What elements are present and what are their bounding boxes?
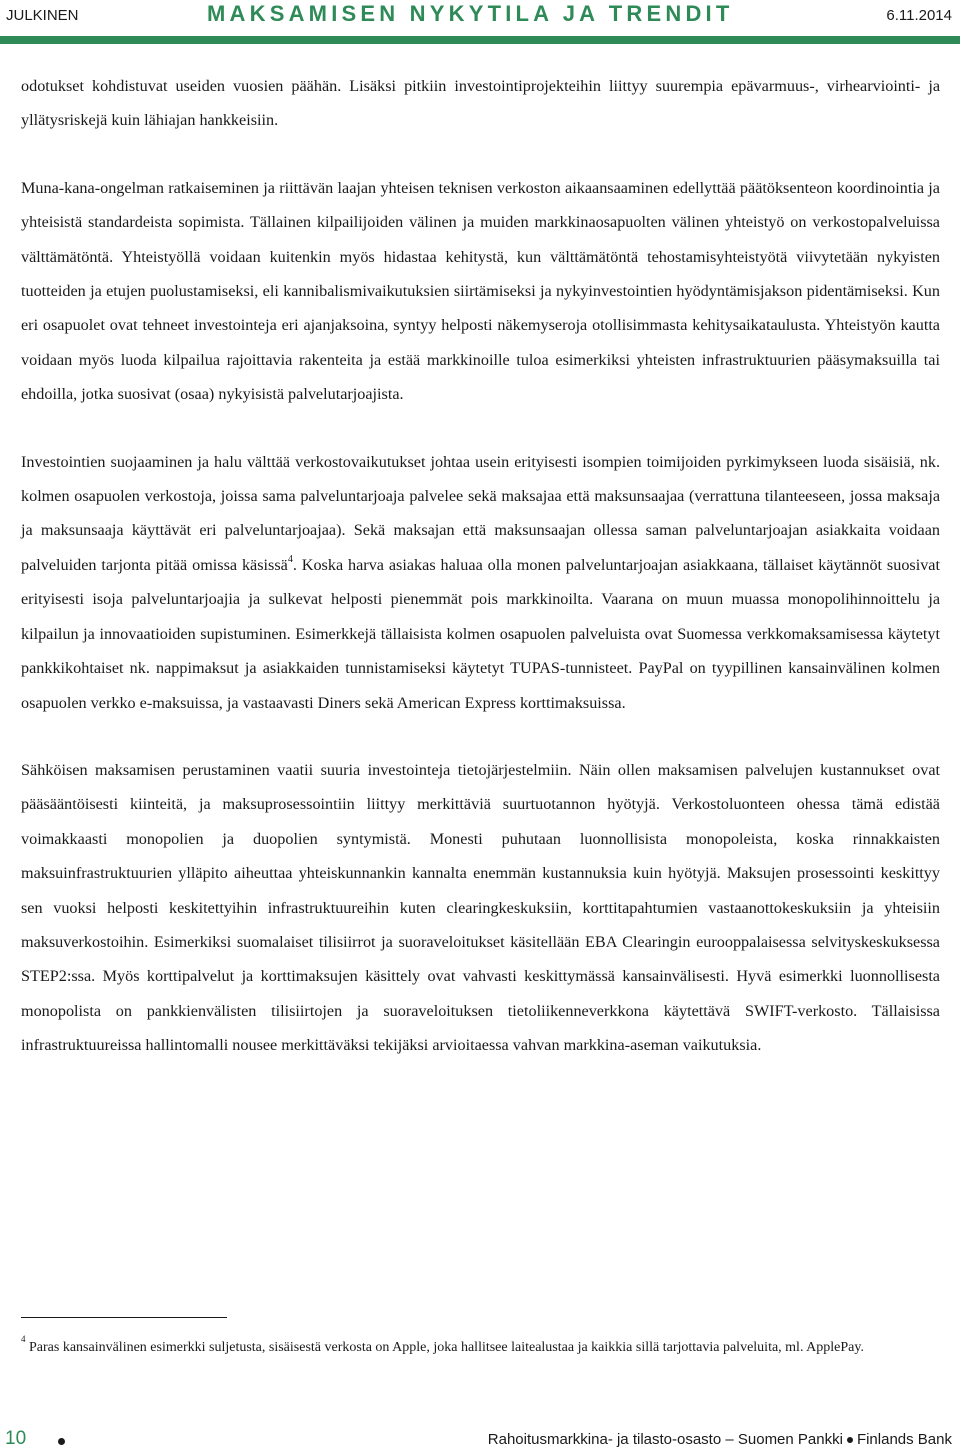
bullet-icon xyxy=(58,1438,65,1445)
paragraph-3 xyxy=(21,445,940,720)
footnote-text: Paras kansainvälinen esimerkki suljetusta, sisäisestä verkosta on Apple, joka hallitsee laitealustaa ja kaikkia sillä tarjottavia palveluita, ml. ApplePay. xyxy=(29,1340,864,1355)
paragraph-2: Muna-kana-ongelman ratkaiseminen ja riittävän laajan yhteisen teknisen verkoston aikaansaaminen edellyttää päätöksenteon koordinointia ja yhteisistä standardeista sopimista. Tällainen kilpailijoiden välinen ja muiden markkinaosapuolten välinen yhteistyö on verkostopalveluissa välttämätöntä. Yhteistyöllä voidaan kuitenkin myös hidastaa kehitystä, kun välttämätöntä tehostamisyhteistyötä viivytetään nykyisten tuotteiden ja etujen puolustamiseksi, eli kannibalismivaikutuksien siirtämiseksi ja nykyinvestointien hyödyntämisjakson pidentämiseksi. Kun eri osapuolet ovat tehneet investointeja eri ajanjaksoina, syntyy helposti näkemyseroja otollisimmasta kehitysaikataulusta. Yhteistyön kautta voidaan myös luoda kilpailua rajoittavia rakenteita ja estää markkinoille tuloa esimerkiksi yhteisten infrastruktuurien pääsymaksuilla tai ehdoilla, jotka suosivat (osaa) nykyisistä palvelutarjoajista. xyxy=(21,178,940,404)
publisher-name-swedish: Finlands Bank xyxy=(856,1431,952,1448)
footnote-divider xyxy=(21,1317,227,1318)
document-title: MAKSAMISEN NYKYTILA JA TRENDIT xyxy=(207,1,734,26)
document-date: 6.11.2014 xyxy=(886,7,952,24)
footnote-marker: 4 xyxy=(21,1334,26,1345)
header-rule xyxy=(0,36,960,44)
page-number: 10 xyxy=(5,1428,27,1449)
paragraph-3-continuation: . Koska harva asiakas haluaa olla monen palveluntarjoajan asiakkaana, tällaiset käytännöt suosivat erityisesti isoja palveluntarjoajia ja sulkevat helposti pienemmät pois markkinoilta. Vaarana on muun muassa monopolihinnoittelu ja kilpailun ja innovaatioiden supistuminen. Esimerkkejä tällaisista kolmen osapuolen palveluista ovat Suomessa verkkomaksamisessa käytetyt pankkikohtaiset nk. nappimaksut ja asiakkaiden tunnistamiseksi käytetyt TUPAS-tunnisteet. PayPal on tyypillinen kansainvälinen kolmen osapuolen verkko e-maksuissa, ja vastaavasti Diners sekä American Express korttimaksuissa. xyxy=(21,555,940,712)
page-footer xyxy=(0,1418,960,1450)
classification-label: JULKINEN xyxy=(6,7,79,24)
footnote xyxy=(21,1334,940,1362)
body-text xyxy=(21,69,940,1063)
paragraph-4: Sähköisen maksamisen perustaminen vaatii suuria investointeja tietojärjestelmiin. Näin ollen maksamisen palvelujen kustannukset ovat pääsääntöisesti kiinteitä, ja maksuprosessointiin liittyy merkittäviä suurtuotannon hyötyjä. Verkostoluonteen ohessa tämä edistää voimakkaasti monopolien ja duopolien syntymistä. Monesti puhutaan luonnollisista monopoleista, koska rinnakkaisten maksuinfrastruktuurien ylläpito aiheuttaa yhteiskunnankin kannalta enemmän kustannuksia kuin hyötyjä. Maksujen prosessointi keskittyy sen vuoksi helposti keskitettyihin infrastruktuureihin kuten clearingkeskuksiin, korttitapahtumien vastaanottokeskuksiin ja yhteisiin maksuverkostoihin. Esimerkiksi suomalaiset tilisiirrot ja suoraveloitukset käsitellään EBA Clearingin eurooppalaisessa selvityskeskuksessa STEP2:ssa. Myös korttipalvelut ja korttimaksujen käsittely ovat vahvasti keskittymässä kansainvälisesti. Hyvä esimerkki luonnollisesta monopolista on pankkienvälisten tilisiirtojen ja suoraveloituksen tietoliikenneverkkona käytettävä SWIFT-verkosto. Tällaisissa infrastruktuureissa hallintomalli nousee merkittäväksi tekijäksi arvioitaessa vahvan markkina-aseman vaikutuksia. xyxy=(21,760,940,1055)
page-header xyxy=(0,0,960,34)
paragraph-3-text: Investointien suojaaminen ja halu välttää verkostovaikutukset johtaa usein erityisesti isompien toimijoiden pyrkimykseen luoda sisäisiä, nk. kolmen osapuolen verkostoja, joissa sama palveluntarjoaja palvelee sekä maksajaa että maksunsaajaa (verrattuna tilanteeseen, jossa maksaja ja maksunsaaja käyttävät eri palveluntarjoajaa). Sekä maksajan että maksunsaajan ollessa saman palveluntarjoajan asiakkaita voidaan palveluiden tarjonta pitää omissa käsissä xyxy=(21,452,940,574)
paragraph-1: odotukset kohdistuvat useiden vuosien päähän. Lisäksi pitkiin investointiprojekteihin liittyy suurempia epävarmuus-, virhearviointi- ja yllätysriskejä kuin lähiajan hankkeisiin. xyxy=(21,77,940,130)
bullet-icon xyxy=(847,1437,853,1443)
footnote-reference[interactable]: 4 xyxy=(287,554,293,566)
publisher-line xyxy=(488,1431,952,1448)
publisher-department: Rahoitusmarkkina- ja tilasto-osasto – Suomen Pankki xyxy=(487,1431,843,1448)
